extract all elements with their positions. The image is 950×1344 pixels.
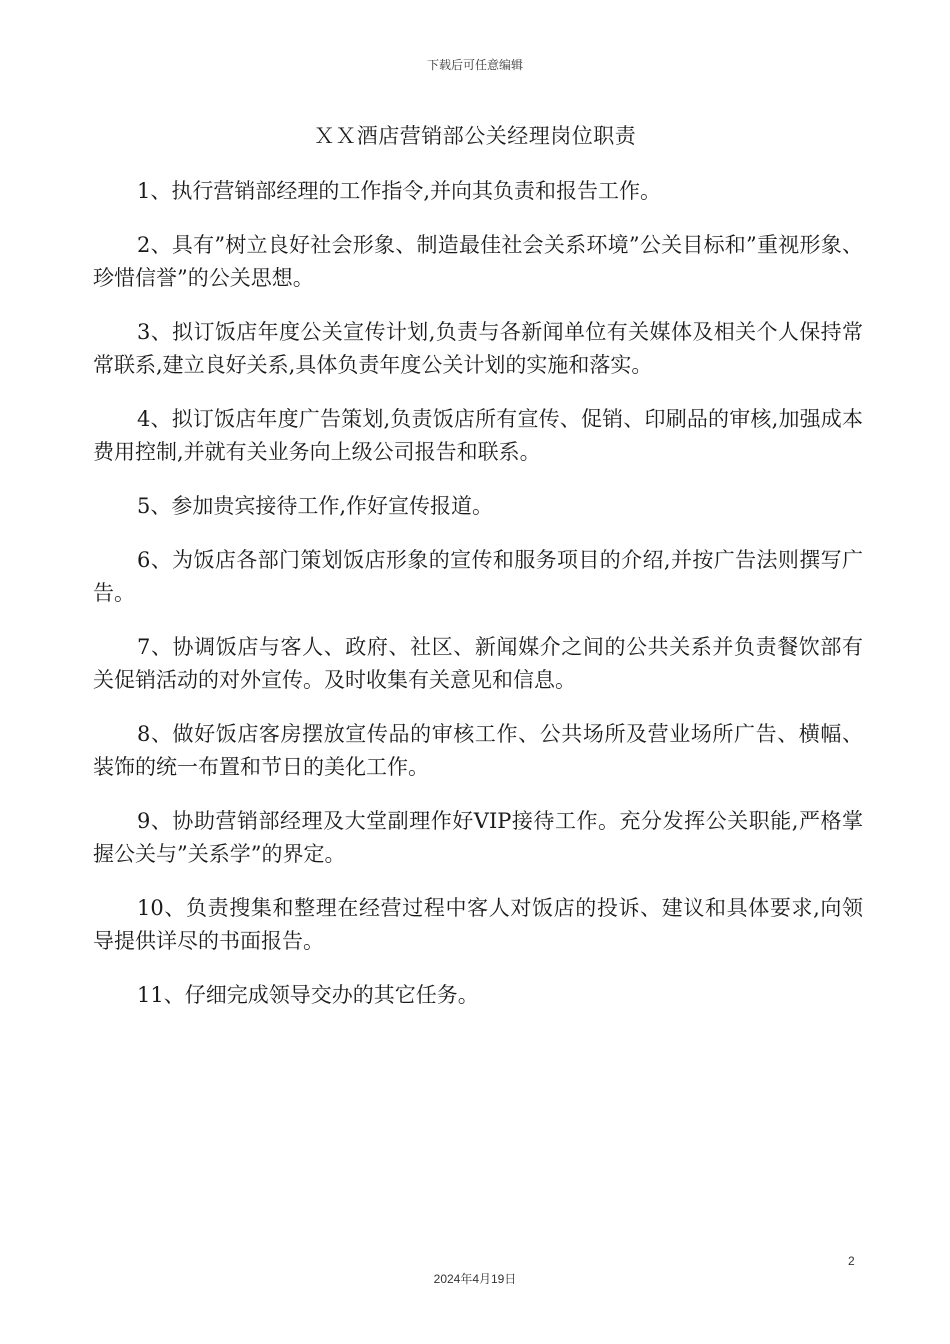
duty-item-2: 2、具有”树立良好社会形象、制造最佳社会关系环境”公关目标和”重视形象、珍惜信誉”的公关思想。 xyxy=(93,233,863,290)
duty-item-9: 9、协助营销部经理及大堂副理作好VIP接待工作。充分发挥公关职能,严格掌握公关与”关系学”的界定。 xyxy=(93,809,863,866)
document-title: ＸＸ酒店营销部公关经理岗位职责 xyxy=(313,124,637,148)
footer-date: 2024年4月19日 xyxy=(433,1272,517,1286)
duty-item-6: 6、为饭店各部门策划饭店形象的宣传和服务项目的介绍,并按广告法则撰写广告。 xyxy=(93,548,863,605)
duty-item-1: 1、执行营销部经理的工作指令,并向其负责和报告工作。 xyxy=(137,179,662,203)
duty-item-10: 10、负责搜集和整理在经营过程中客人对饭店的投诉、建议和具体要求,向领导提供详尽的书面报告。 xyxy=(93,896,863,953)
duty-item-4: 4、拟订饭店年度广告策划,负责饭店所有宣传、促销、印刷品的审核,加强成本费用控制,并就有关业务向上级公司报告和联系。 xyxy=(93,407,863,464)
duty-item-7: 7、协调饭店与客人、政府、社区、新闻媒介之间的公共关系并负责餐饮部有关促销活动的对外宣传。及时收集有关意见和信息。 xyxy=(93,635,863,692)
document-body xyxy=(93,175,863,1033)
page-number: 2 xyxy=(848,1254,855,1268)
duty-item-11: 11、仔细完成领导交办的其它任务。 xyxy=(137,983,479,1007)
duty-item-8: 8、做好饭店客房摆放宣传品的审核工作、公共场所及营业场所广告、横幅、装饰的统一布置和节日的美化工作。 xyxy=(93,722,863,779)
duty-item-5: 5、参加贵宾接待工作,作好宣传报道。 xyxy=(137,494,494,518)
duty-item-3: 3、拟订饭店年度公关宣传计划,负责与各新闻单位有关媒体及相关个人保持常常联系,建立良好关系,具体负责年度公关计划的实施和落实。 xyxy=(93,320,863,377)
header-note: 下载后可任意编辑 xyxy=(426,58,523,72)
